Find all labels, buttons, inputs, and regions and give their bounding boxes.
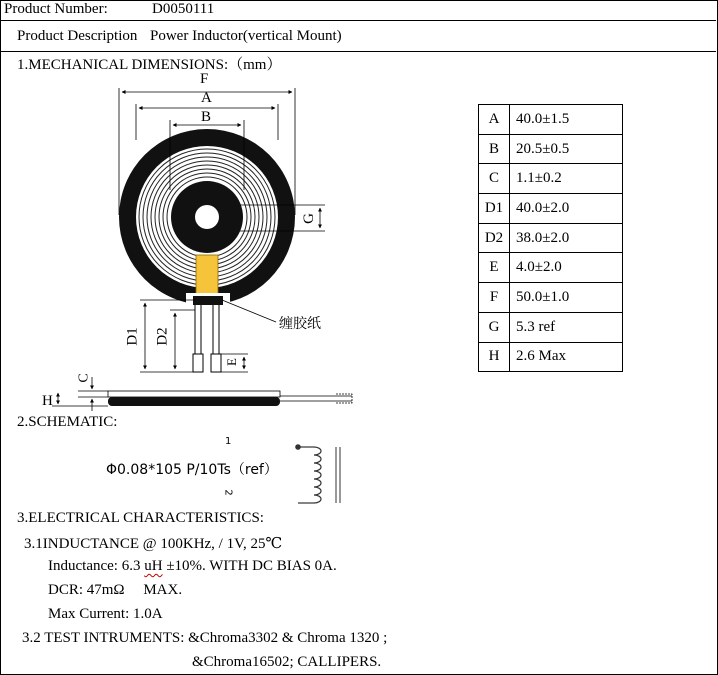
- dimension-key: G: [479, 312, 510, 342]
- label-a: A: [201, 90, 212, 106]
- product-description-value: Power Inductor(vertical Mount): [150, 28, 342, 44]
- inductance-line: [48, 558, 337, 575]
- lead-clamp: [193, 296, 223, 305]
- dimension-row: [479, 253, 623, 283]
- label-c: C: [76, 373, 92, 383]
- dimension-row: [479, 283, 623, 313]
- dimensions-table: [478, 104, 623, 372]
- insulation-tape: [196, 255, 218, 299]
- dimension-row: [479, 342, 623, 372]
- tape-leader-line: [222, 300, 276, 322]
- test-instruments-heading: 3.2 TEST INTRUMENTS: &Chroma3302 & Chroma 1320 ;: [22, 630, 388, 646]
- dimension-row: [479, 134, 623, 164]
- tape-note: 缠胶纸: [279, 316, 321, 332]
- pin-1-label: 1: [225, 436, 232, 447]
- max-current-line: Max Current: 1.0A: [48, 606, 163, 622]
- dimension-value: 38.0±2.0: [510, 223, 623, 253]
- product-number-label: Product Number:: [4, 1, 108, 17]
- side-view: [108, 391, 352, 406]
- inductance-heading: 3.1INDUCTANCE @ 100KHz, / 1V, 25℃: [24, 536, 283, 552]
- label-h: H: [42, 393, 53, 409]
- section-electrical-title: 3.ELECTRICAL CHARACTERISTICS:: [17, 510, 264, 526]
- coil-center-hole: [195, 205, 219, 229]
- dimension-value: 40.0±1.5: [510, 105, 623, 135]
- inductance-prefix: Inductance: 6.3: [48, 558, 145, 574]
- product-number-value: D0050111: [152, 1, 215, 17]
- inductance-suffix: ±10%. WITH DC BIAS 0A.: [162, 558, 337, 574]
- dimension-key: E: [479, 253, 510, 283]
- dimension-row: [479, 312, 623, 342]
- dimension-key: D1: [479, 194, 510, 224]
- dimension-value: 4.0±2.0: [510, 253, 623, 283]
- inductance-unit: uH: [144, 558, 163, 574]
- label-f: F: [200, 71, 209, 87]
- dimension-key: C: [479, 164, 510, 194]
- dimension-row: [479, 223, 623, 253]
- label-g: G: [300, 213, 317, 224]
- dimension-value: 5.3 ref: [510, 312, 623, 342]
- dimension-row: [479, 194, 623, 224]
- schematic-coil: [296, 445, 340, 503]
- test-instruments-line2: &Chroma16502; CALLIPERS.: [192, 654, 382, 670]
- dimension-value: 40.0±2.0: [510, 194, 623, 224]
- coil-leads: [193, 305, 221, 372]
- dimension-value: 2.6 Max: [510, 342, 623, 372]
- wire-spec: Φ0.08*105 P/10Ts（ref）: [106, 462, 278, 478]
- dimension-key: A: [479, 105, 510, 135]
- label-e: E: [223, 358, 239, 366]
- section-schematic-title: 2.SCHEMATIC:: [17, 414, 118, 430]
- dimension-row: [479, 164, 623, 194]
- dimension-row: [479, 105, 623, 135]
- pin-2-label: 2: [222, 489, 234, 496]
- label-d2: D2: [154, 327, 171, 346]
- dimension-value: 1.1±0.2: [510, 164, 623, 194]
- dimension-key: F: [479, 283, 510, 313]
- dimension-key: H: [479, 342, 510, 372]
- dimension-value: 50.0±1.0: [510, 283, 623, 313]
- dimension-value: 20.5±0.5: [510, 134, 623, 164]
- section-mechanical-title: 1.MECHANICAL DIMENSIONS:（mm）: [17, 57, 282, 73]
- dimension-key: B: [479, 134, 510, 164]
- dcr-line: DCR: 47mΩ MAX.: [48, 582, 183, 598]
- dimension-key: D2: [479, 223, 510, 253]
- label-d1: D1: [124, 327, 141, 346]
- label-b: B: [201, 109, 212, 125]
- product-description-label: Product Description: [17, 28, 138, 44]
